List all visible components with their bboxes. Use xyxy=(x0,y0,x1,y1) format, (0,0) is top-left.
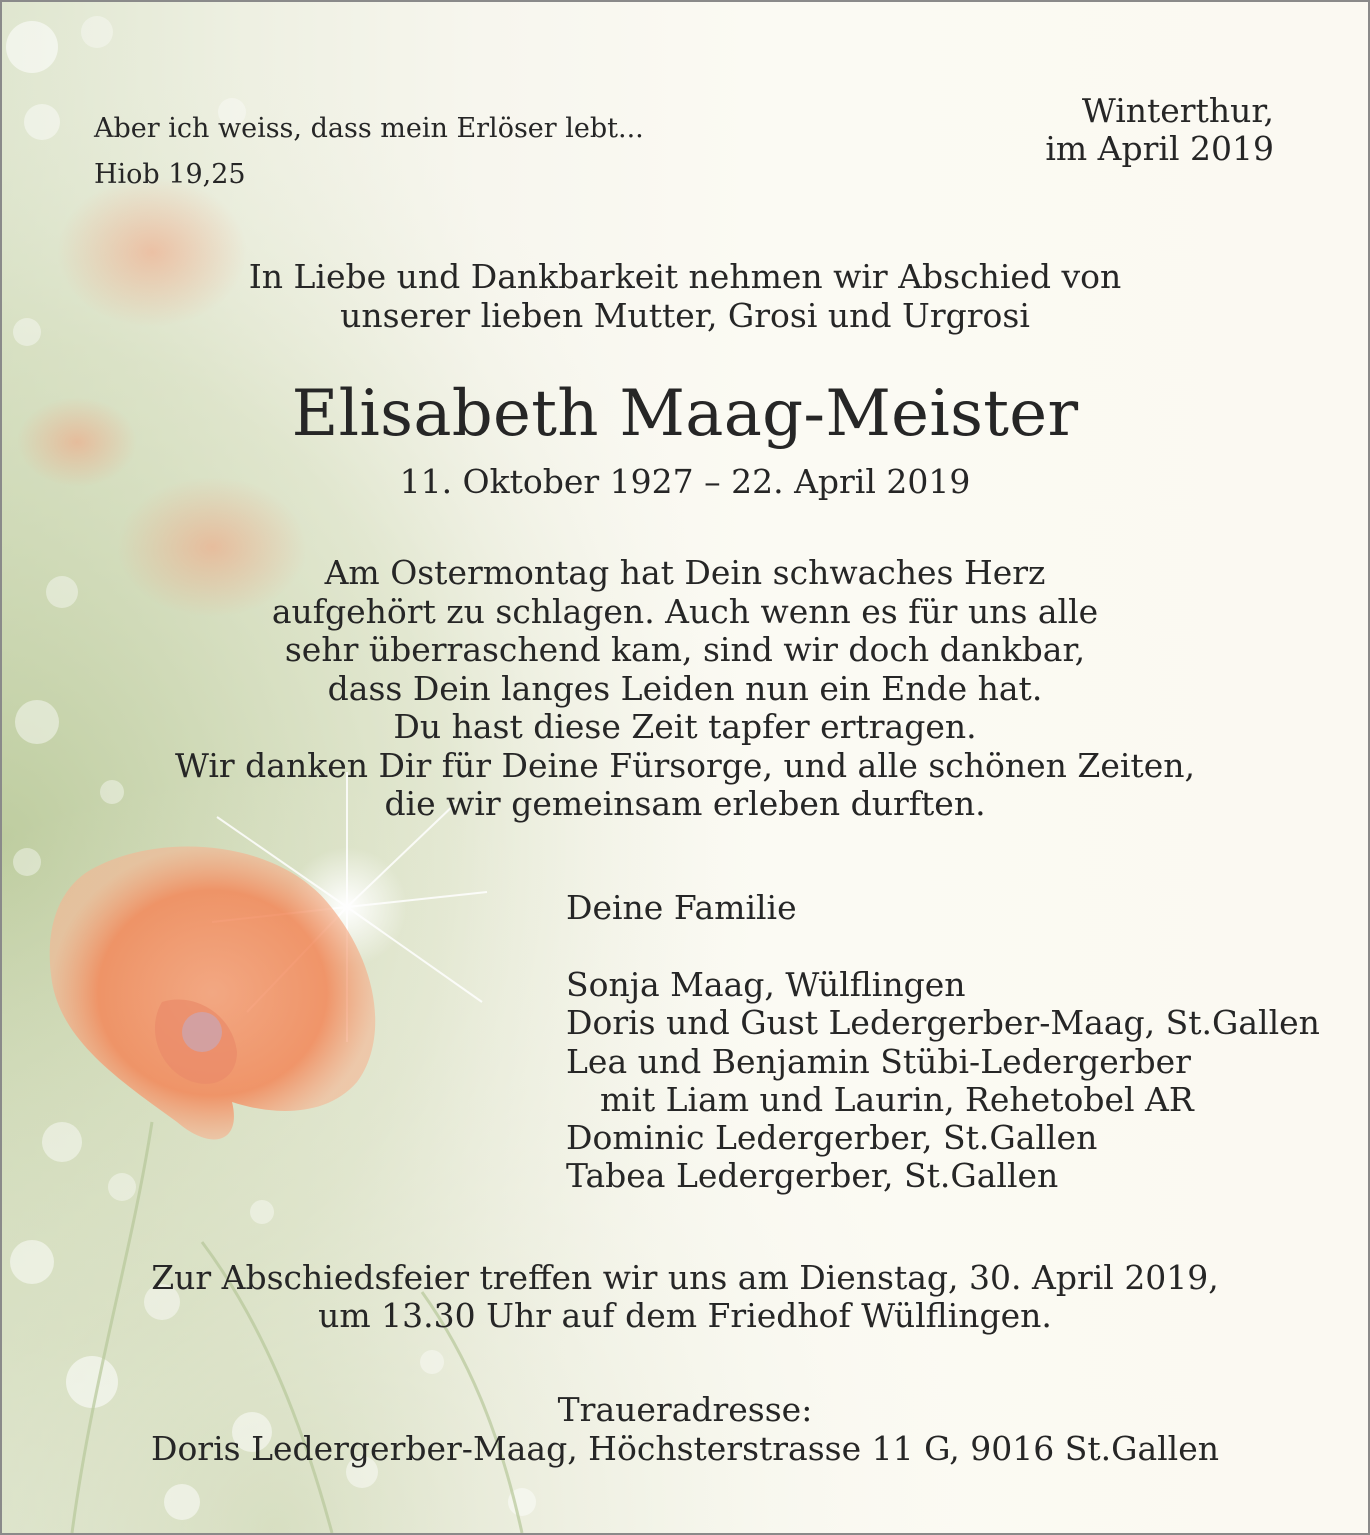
message-line: Du hast diese Zeit tapfer ertragen. xyxy=(393,707,977,746)
message-line: dass Dein langes Leiden nun ein Ende hat. xyxy=(327,668,1043,708)
family-member: Doris und Gust Ledergerber-Maag, St.Gallen xyxy=(566,1003,1320,1043)
family-member: Dominic Ledergerber, St.Gallen xyxy=(566,1118,1098,1158)
scripture-reference: Hiob 19,25 xyxy=(94,159,246,190)
message-line: Wir danken Dir für Deine Fürsorge, und alle schönen Zeiten, xyxy=(175,745,1195,785)
ceremony-line-2: um 13.30 Uhr auf dem Friedhof Wülflingen. xyxy=(318,1296,1052,1335)
place-line: Winterthur, xyxy=(1081,91,1274,130)
message-line: sehr überraschend kam, sind wir doch dankbar, xyxy=(284,630,1086,669)
ceremony-line-1: Zur Abschiedsfeier treffen wir uns am Dienstag, 30. April 2019, xyxy=(151,1258,1219,1297)
family-members xyxy=(566,966,1320,1196)
deceased-name: Elisabeth Maag-Meister xyxy=(291,377,1079,451)
family-heading: Deine Familie xyxy=(566,888,797,927)
family-member: Lea und Benjamin Stübi-Ledergerber xyxy=(566,1041,1191,1081)
life-dates: 11. Oktober 1927 – 22. April 2019 xyxy=(399,462,971,501)
message-paragraph xyxy=(2,554,1368,824)
address-label: Traueradresse: xyxy=(557,1390,813,1429)
intro-line-1: In Liebe und Dankbarkeit nehmen wir Abschied von xyxy=(248,257,1122,296)
intro-line-2: unserer lieben Mutter, Grosi und Urgrosi xyxy=(340,296,1030,335)
address-value: Doris Ledergerber-Maag, Höchsterstrasse 11 G, 9016 St.Gallen xyxy=(150,1429,1220,1468)
message-line: die wir gemeinsam erleben durften. xyxy=(384,784,986,823)
date-line: im April 2019 xyxy=(1045,129,1274,168)
family-member: Sonja Maag, Wülflingen xyxy=(566,965,966,1004)
family-member: mit Liam und Laurin, Rehetobel AR xyxy=(600,1079,1194,1119)
family-member: Tabea Ledergerber, St.Gallen xyxy=(566,1156,1059,1196)
scripture-verse: Aber ich weiss, dass mein Erlöser lebt... xyxy=(94,113,644,144)
message-line: Am Ostermontag hat Dein schwaches Herz xyxy=(324,553,1046,592)
message-line: aufgehört zu schlagen. Auch wenn es für uns alle xyxy=(271,591,1099,631)
